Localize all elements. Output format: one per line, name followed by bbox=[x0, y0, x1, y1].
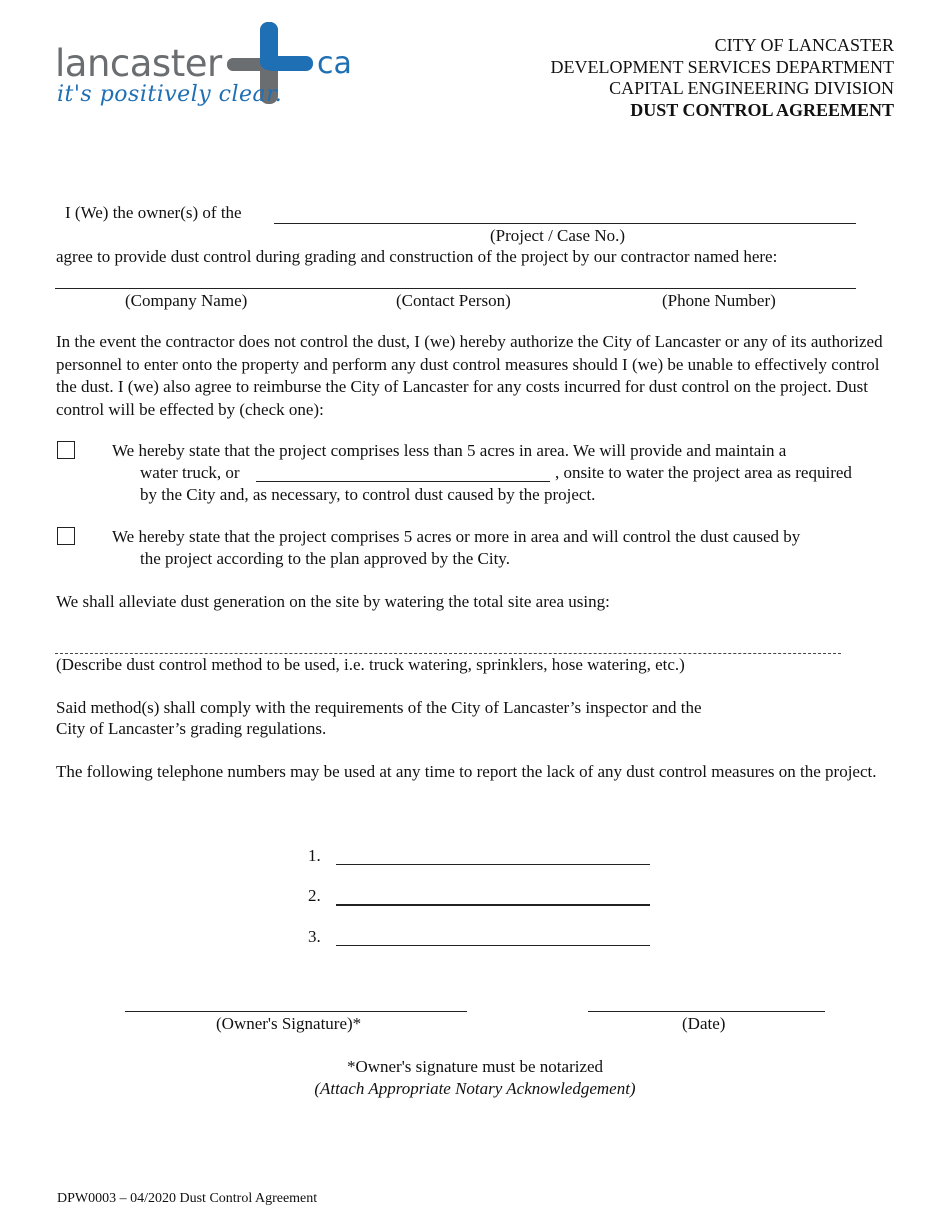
phone-number-label-2: 2. bbox=[308, 886, 321, 905]
water-alternative-input[interactable] bbox=[256, 461, 550, 482]
form-footer: DPW0003 – 04/2020 Dust Control Agreement bbox=[57, 1191, 318, 1206]
compliance-line1: Said method(s) shall comply with the requirements of the City of Lancaster’s inspector and the bbox=[56, 698, 702, 717]
notary-attach: (Attach Appropriate Notary Acknowledgement) bbox=[314, 1079, 636, 1098]
phone-number-label-1: 1. bbox=[308, 846, 321, 865]
method-lead-text: We shall alleviate dust generation on the site by watering the total site area using: bbox=[56, 592, 610, 611]
agree-text: agree to provide dust control during grading and construction of the project by our contractor named here: bbox=[56, 247, 778, 266]
dust-control-method-input[interactable] bbox=[55, 633, 841, 654]
project-case-caption: (Project / Case No.) bbox=[490, 226, 626, 245]
option2-line2: the project according to the plan approved by the City. bbox=[140, 549, 510, 568]
contact-person-caption: (Contact Person) bbox=[396, 291, 511, 310]
logo-suffix: ca bbox=[317, 46, 352, 81]
city-logo bbox=[55, 22, 365, 122]
option-5-acres-or-more-checkbox[interactable] bbox=[57, 527, 75, 545]
option2-line1: We hereby state that the project comprises 5 acres or more in area and will control the dust caused by bbox=[112, 527, 801, 546]
logo-tagline: it's positively clear. bbox=[57, 82, 283, 107]
option1-line2-start: water truck, or bbox=[140, 463, 240, 482]
header-department: DEVELOPMENT SERVICES DEPARTMENT bbox=[550, 56, 894, 77]
logo-wordmark: lancaster bbox=[55, 42, 222, 85]
phone-number-caption: (Phone Number) bbox=[662, 291, 776, 310]
phone-number-input-1[interactable] bbox=[336, 844, 650, 865]
owner-signature-caption: (Owner's Signature)* bbox=[216, 1014, 362, 1033]
document-title: DUST CONTROL AGREEMENT bbox=[630, 99, 894, 120]
phone-number-input-2[interactable] bbox=[336, 884, 650, 906]
header-city: CITY OF LANCASTER bbox=[714, 35, 894, 55]
date-field[interactable] bbox=[588, 991, 825, 1012]
header-division: CAPITAL ENGINEERING DIVISION bbox=[609, 78, 894, 98]
phone-number-label-3: 3. bbox=[308, 927, 321, 946]
project-case-input[interactable] bbox=[274, 203, 856, 224]
owner-lead-text: I (We) the owner(s) of the bbox=[65, 203, 242, 222]
company-name-caption: (Company Name) bbox=[125, 291, 248, 310]
phones-lead-text: The following telephone numbers may be used at any time to report the lack of any dust control measures on the project. bbox=[56, 762, 877, 781]
option1-line2-end: , onsite to water the project area as required bbox=[555, 463, 852, 482]
option1-line3: by the City and, as necessary, to control dust caused by the project. bbox=[140, 485, 596, 504]
compliance-line2: City of Lancaster’s grading regulations. bbox=[56, 719, 327, 738]
owner-signature-field[interactable] bbox=[125, 991, 467, 1012]
authorization-paragraph: In the event the contractor does not control the dust, I (we) hereby authorize the City of Lancaster or any of its authorized personnel to enter onto the property and perform any dust control measures should I (we) be unable to effectively control the dust. I (we) also agree to reimburse the City of Lancaster for any costs incurred for dust control on the project. Dust control will be effected by (check one): bbox=[56, 332, 883, 419]
contractor-info-input[interactable] bbox=[55, 268, 856, 289]
phone-number-input-3[interactable] bbox=[336, 925, 650, 946]
method-caption: (Describe dust control method to be used, i.e. truck watering, sprinklers, hose watering, etc.) bbox=[56, 655, 685, 674]
notary-requirement: *Owner's signature must be notarized bbox=[346, 1057, 604, 1076]
department-header bbox=[550, 35, 894, 121]
date-caption: (Date) bbox=[682, 1014, 726, 1033]
option-less-than-5-acres-checkbox[interactable] bbox=[57, 441, 75, 459]
option1-line1: We hereby state that the project comprises less than 5 acres in area. We will provide and maintain a bbox=[112, 441, 787, 460]
notary-note bbox=[0, 1056, 950, 1100]
